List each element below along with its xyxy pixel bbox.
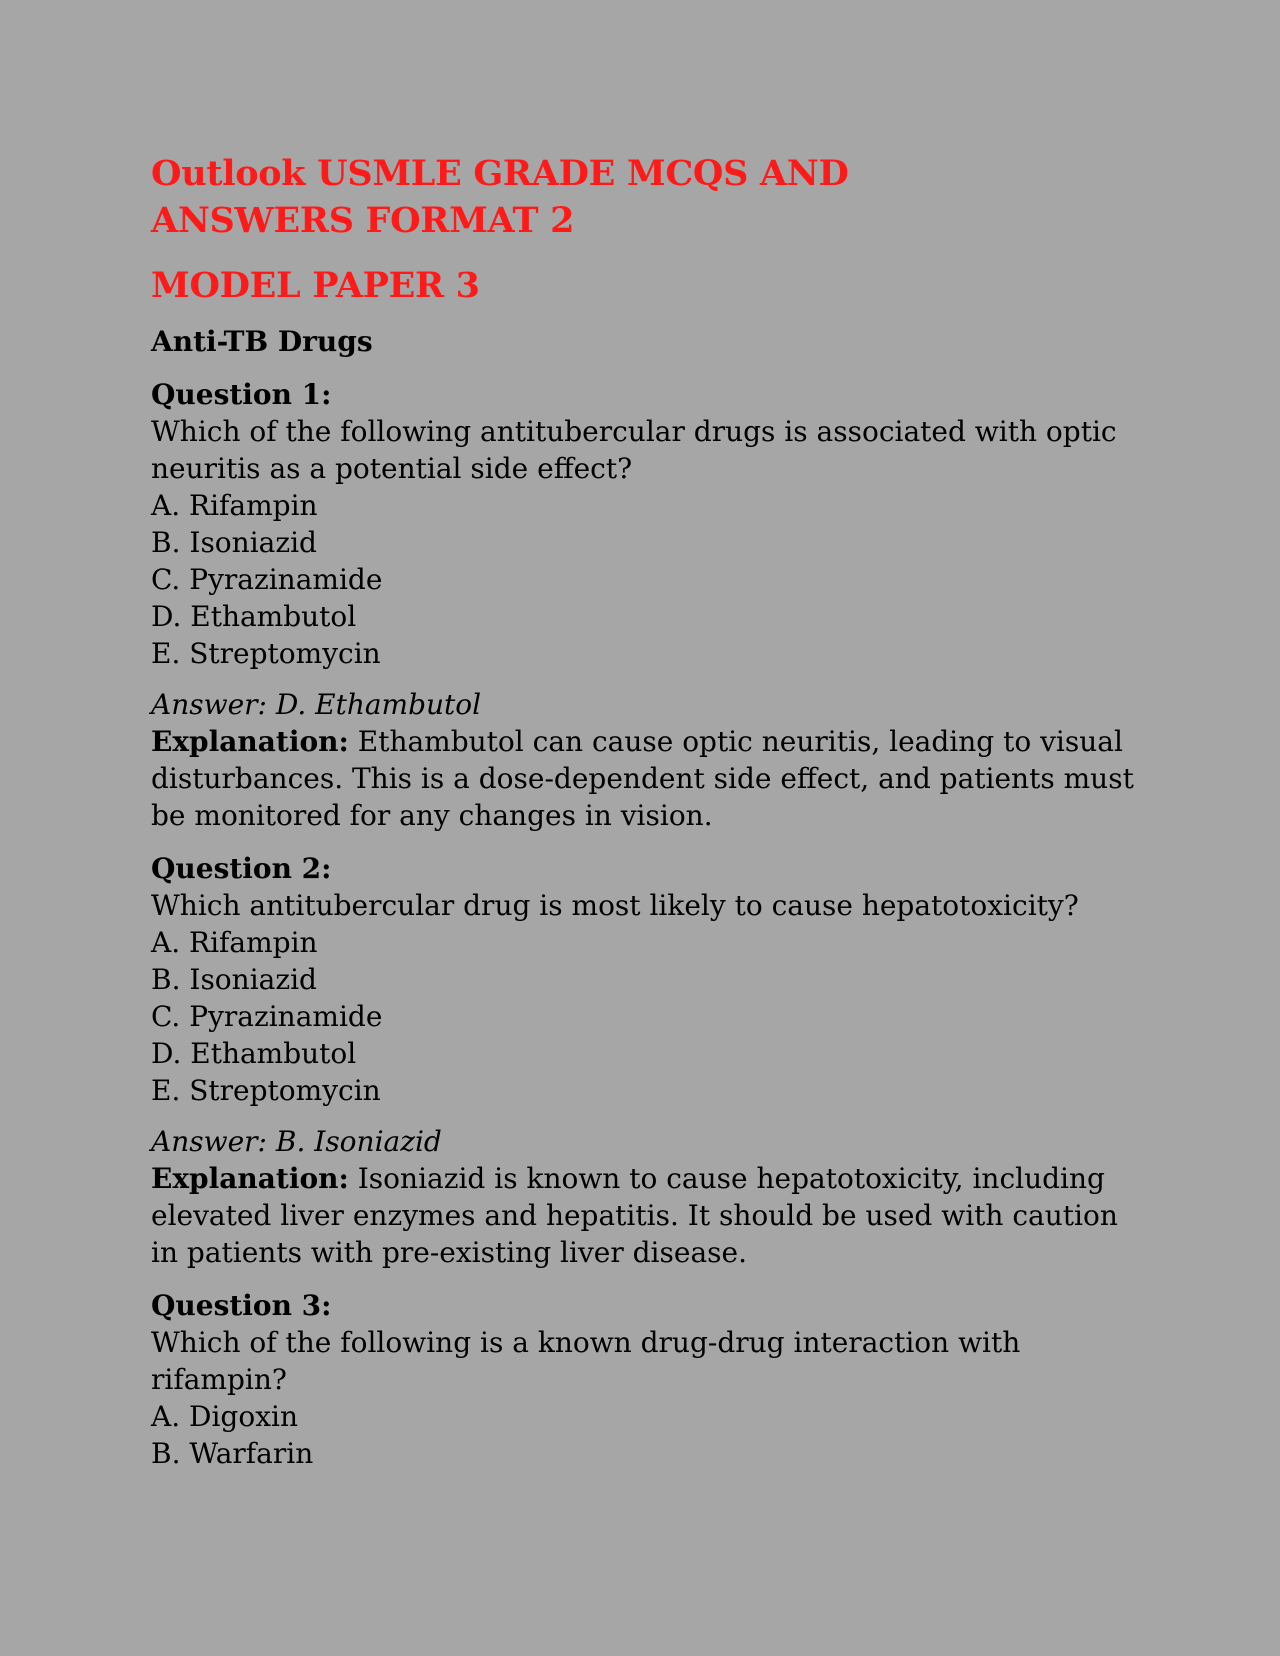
option-a: A. Digoxin: [151, 1400, 298, 1433]
option-c: C. Pyrazinamide: [151, 563, 383, 596]
option-d: D. Ethambutol: [151, 600, 357, 633]
section-heading: Anti-TB Drugs: [151, 325, 373, 358]
question-text: Which of the following antitubercular drugs is associated with optic neuritis as a potential side effect?: [151, 415, 1117, 485]
document-page: [151, 150, 1151, 1472]
question-text: Which of the following is a known drug-drug interaction with rifampin?: [151, 1326, 1021, 1396]
question-heading: Question 3:: [151, 1289, 332, 1322]
question-block-1: [151, 376, 1151, 834]
explanation: [151, 1160, 1151, 1271]
option-d: D. Ethambutol: [151, 1037, 357, 1070]
document-title: Outlook USMLE GRADE MCQS AND ANSWERS FORMAT 2: [151, 153, 849, 241]
option-c: C. Pyrazinamide: [151, 1000, 383, 1033]
explanation: [151, 723, 1151, 834]
option-a: A. Rifampin: [151, 926, 318, 959]
question-heading: Question 2:: [151, 852, 332, 885]
option-e: E. Streptomycin: [151, 637, 381, 670]
explanation-text: Ethambutol can cause optic neuritis, leading to visual disturbances. This is a dose-dependent side effect, and patients must be monitored for any changes in vision.: [151, 725, 1134, 832]
option-e: E. Streptomycin: [151, 1074, 381, 1107]
question-heading: Question 1:: [151, 378, 332, 411]
option-b: B. Warfarin: [151, 1437, 314, 1470]
answer-line: Answer: B. Isoniazid: [151, 1125, 442, 1158]
option-b: B. Isoniazid: [151, 526, 317, 559]
question-block-2: [151, 850, 1151, 1271]
explanation-label: Explanation:: [151, 725, 349, 758]
explanation-text: Isoniazid is known to cause hepatotoxicity, including elevated liver enzymes and hepatitis. It should be used with caution in patients with pre-existing liver disease.: [151, 1162, 1118, 1269]
option-b: B. Isoniazid: [151, 963, 317, 996]
answer-line: Answer: D. Ethambutol: [151, 688, 482, 721]
document-subtitle: MODEL PAPER 3: [151, 265, 480, 306]
option-a: A. Rifampin: [151, 489, 318, 522]
question-text: Which antitubercular drug is most likely to cause hepatotoxicity?: [151, 889, 1079, 922]
question-block-3: [151, 1287, 1151, 1472]
explanation-label: Explanation:: [151, 1162, 349, 1195]
